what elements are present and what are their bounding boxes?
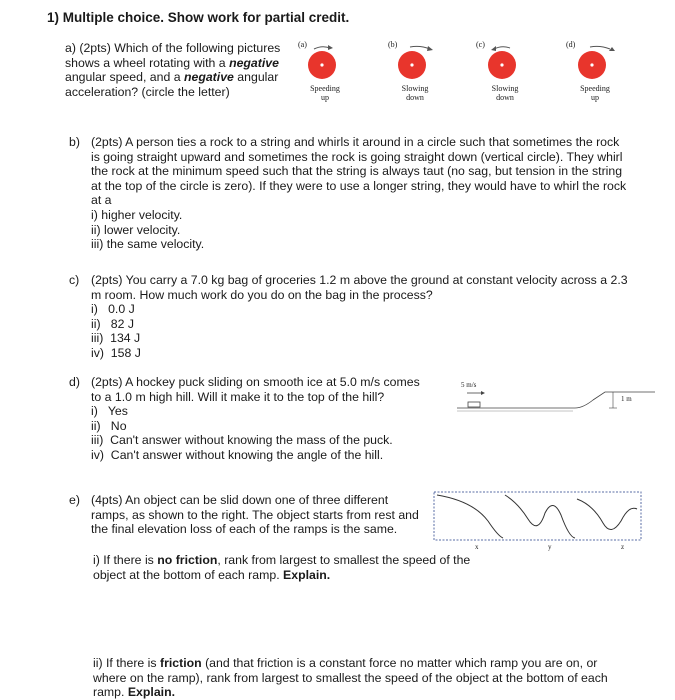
wheel-d-label (570, 84, 620, 102)
wheel-c-label-2: down (496, 93, 514, 102)
ramp-y-label: y (548, 543, 552, 551)
wheel-a-label-2: up (321, 93, 329, 102)
ramp-z-label: z (621, 543, 625, 551)
wheel-d-label-2: up (591, 93, 599, 102)
question-e-text: (4pts) An object can be slid down one of three different ramps, as shown to the right. The object starts from rest and the final elevation loss of each of the ramps is the same. (91, 493, 419, 537)
question-b (69, 135, 629, 252)
question-e-label: e) (69, 493, 80, 507)
wheel-b-label (390, 84, 440, 102)
question-e-part-i-explain: Explain. (283, 567, 331, 582)
wheel-option-d[interactable] (560, 38, 630, 118)
wheel-b-icon (392, 42, 438, 82)
question-b-option-1[interactable]: i) higher velocity. (91, 207, 183, 222)
question-d-text: (2pts) A hockey puck sliding on smooth ice at 5.0 m/s comes to a 1.0 m high hill. Will it make it to the top of the hill? (91, 375, 420, 404)
hill-speed-label: 5 m/s (461, 381, 477, 389)
hill-diagram (455, 378, 655, 428)
question-d-option-4[interactable]: iv) Can't answer without knowing the angle of the hill. (91, 447, 384, 462)
question-e-part-i-suffix: , rank from largest to smallest the speed of the object at the bottom of each ramp. (93, 553, 471, 582)
question-d-option-1[interactable]: i) Yes (91, 404, 128, 419)
hill-figure (455, 378, 655, 428)
ramp-x-label: x (475, 543, 479, 551)
wheel-d-label-1: Speeding (580, 84, 610, 93)
wheel-figure (290, 38, 630, 118)
wheel-a-label (300, 84, 350, 102)
question-a-negative-2: negative (183, 70, 234, 85)
wheel-option-b[interactable] (380, 38, 450, 118)
question-d-option-3[interactable]: iii) Can't answer without knowing the mass of the puck. (91, 433, 393, 448)
question-a-negative-1: negative (229, 55, 279, 70)
wheel-c-label-1: Slowing (491, 84, 519, 93)
question-e (69, 493, 429, 537)
question-a-label: a) (65, 41, 76, 55)
question-a-text-1: Which of the following pictures shows a wheel rotating with a (65, 41, 281, 70)
question-c (69, 273, 629, 361)
question-c-option-1[interactable]: i) 0.0 J (91, 302, 135, 317)
question-d-label: d) (69, 375, 80, 389)
question-a-points: (2pts) (79, 41, 111, 55)
wheel-letter-a: (a) (298, 40, 307, 49)
question-c-option-4[interactable]: iv) 158 J (91, 345, 141, 360)
wheel-c-label (480, 84, 530, 102)
wheel-letter-b: (b) (388, 40, 398, 49)
wheel-option-c[interactable] (470, 38, 540, 118)
question-e-part-i-prefix: i) If there is (93, 553, 154, 567)
wheel-letter-d: (d) (566, 40, 576, 49)
question-e-part-ii (93, 656, 613, 700)
wheel-d-icon (572, 42, 618, 82)
page-title: 1) Multiple choice. Show work for partial credit. (47, 10, 350, 25)
question-e-part-ii-prefix: ii) If there is (93, 656, 157, 670)
answer-space-e-i[interactable] (93, 590, 613, 650)
question-a-text-2: angular speed, and a (65, 70, 181, 85)
ramps-figure (433, 491, 643, 553)
question-d (69, 375, 429, 463)
question-d-option-2[interactable]: ii) No (91, 418, 127, 433)
question-e-part-i (93, 553, 473, 582)
wheel-b-label-2: down (406, 93, 424, 102)
question-b-text: (2pts) A person ties a rock to a string and whirls it around in a circle such that sometimes the rock is going straight upward and sometimes the rock is going straight down (vertical circle). They whirl the rock at the minimum speed such that the string is always taut (no sag, but tension in the string at the top of the circle is zero). If they were to use a longer string, they would have to whirl the rock at a (91, 135, 627, 208)
question-c-label: c) (69, 273, 80, 287)
wheel-letter-c: (c) (476, 40, 485, 49)
wheel-c-icon (482, 42, 528, 82)
question-e-part-i-bold: no friction (157, 553, 218, 567)
question-e-part-ii-explain: Explain. (127, 685, 176, 700)
question-a (65, 41, 295, 99)
question-b-option-2[interactable]: ii) lower velocity. (91, 222, 181, 237)
question-c-option-3[interactable]: iii) 134 J (91, 331, 141, 346)
wheel-b-label-1: Slowing (401, 84, 429, 93)
wheel-a-icon (302, 42, 348, 82)
question-c-option-2[interactable]: ii) 82 J (91, 316, 135, 331)
ramps-diagram (433, 491, 643, 553)
question-e-part-ii-suffix: (and that friction is a constant force no matter which ramp you are on, or where on the ramp), rank from largest to smallest the speed of the object at the bottom of each ramp. (93, 656, 608, 700)
hill-height-label: 1 m (621, 395, 632, 403)
question-b-label: b) (69, 135, 80, 149)
question-b-option-3[interactable]: iii) the same velocity. (91, 237, 205, 252)
question-e-part-ii-bold: friction (159, 656, 202, 670)
question-a-text-3: angular acceleration? (circle the letter) (65, 70, 279, 99)
question-c-text: (2pts) You carry a 7.0 kg bag of groceries 1.2 m above the ground at constant velocity across a 2.3 m room. How much work do you do on the bag in the process? (91, 273, 628, 302)
wheel-option-a[interactable] (290, 38, 360, 118)
wheel-a-label-1: Speeding (310, 84, 340, 93)
